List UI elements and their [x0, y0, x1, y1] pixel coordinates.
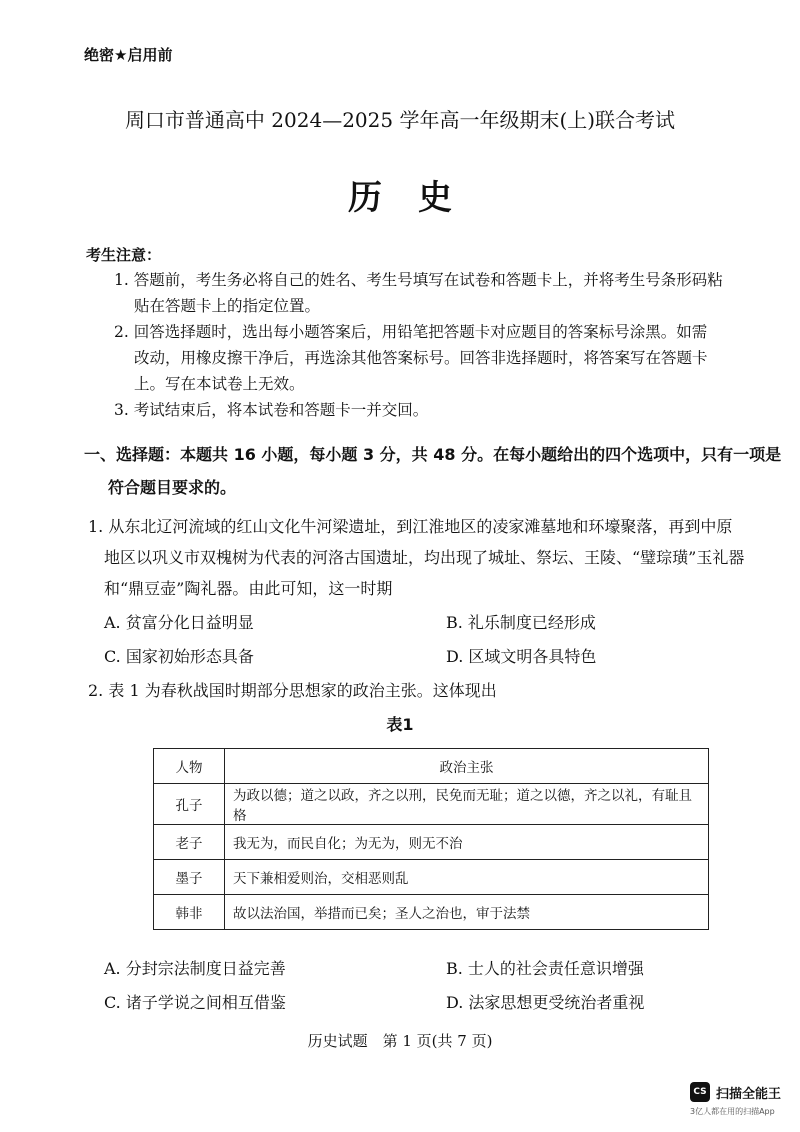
- q1-option-c: C. 国家初始形态具备: [104, 647, 254, 666]
- table-caption: 表1: [386, 715, 414, 734]
- page-footer: 历史试题 第 1 页(共 7 页): [307, 1032, 493, 1050]
- row-person: 韩非: [154, 895, 225, 930]
- row-person: 墨子: [154, 860, 225, 895]
- table-row: [154, 895, 709, 930]
- notice-line: 2. 回答选择题时，选出每小题答案后，用铅笔把答题卡对应题目的答案标号涂黑。如需: [114, 323, 708, 341]
- scanner-watermark: [690, 1082, 781, 1102]
- q2-option-a: A. 分封宗法制度日益完善: [104, 959, 286, 978]
- notice-line: 上。写在本试卷上无效。: [134, 375, 305, 393]
- header-person: 人物: [154, 749, 225, 784]
- q2-option-c: C. 诸子学说之间相互借鉴: [104, 993, 286, 1012]
- question-1-line: 和“鼎豆壶”陶礼器。由此可知，这一时期: [104, 579, 393, 598]
- row-view: 我无为，而民自化；为无为，则无不治: [225, 825, 709, 860]
- exam-title: 周口市普通高中 2024—2025 学年高一年级期末(上)联合考试: [124, 108, 676, 132]
- row-view: 天下兼相爱则治，交相恶则乱: [225, 860, 709, 895]
- section-heading: 一、选择题：本题共 16 小题，每小题 3 分，共 48 分。在每小题给出的四个选项中，只有一项是: [84, 445, 782, 464]
- table-header-row: [154, 749, 709, 784]
- subject-title: 历史: [348, 178, 488, 218]
- header-view: 政治主张: [225, 749, 709, 784]
- table-row: [154, 825, 709, 860]
- q1-option-b: B. 礼乐制度已经形成: [446, 613, 596, 632]
- thinkers-table: [153, 748, 709, 930]
- question-2-stem: 2. 表 1 为春秋战国时期部分思想家的政治主张。这体现出: [88, 681, 497, 700]
- table-row: [154, 784, 709, 825]
- notice-line: 改动，用橡皮擦干净后，再选涂其他答案标号。回答非选择题时，将答案写在答题卡: [134, 349, 708, 367]
- q2-option-b: B. 士人的社会责任意识增强: [446, 959, 644, 978]
- row-view: 故以法治国，举措而已矣；圣人之治也，审于法禁: [225, 895, 709, 930]
- row-person: 孔子: [154, 784, 225, 825]
- q1-option-a: A. 贫富分化日益明显: [104, 613, 254, 632]
- notice-line: 贴在答题卡上的指定位置。: [134, 297, 321, 315]
- q2-option-d: D. 法家思想更受统治者重视: [446, 993, 645, 1012]
- cs-logo-icon: CS: [690, 1082, 710, 1102]
- section-heading: 符合题目要求的。: [108, 478, 237, 497]
- scanner-tagline: 3亿人都在用的扫描App: [690, 1107, 775, 1116]
- notice-line: 3. 考试结束后，将本试卷和答题卡一并交回。: [114, 401, 429, 419]
- q1-option-d: D. 区域文明各具特色: [446, 647, 597, 666]
- row-person: 老子: [154, 825, 225, 860]
- secret-mark: 绝密★启用前: [84, 46, 173, 64]
- scanner-app-name: 扫描全能王: [716, 1086, 782, 1102]
- table-row: [154, 860, 709, 895]
- notice-line: 1. 答题前，考生务必将自己的姓名、考生号填写在试卷和答题卡上，并将考生号条形码粘: [114, 271, 723, 289]
- row-view: 为政以德；道之以政，齐之以刑，民免而无耻；道之以德，齐之以礼，有耻且格: [225, 784, 709, 825]
- question-1-line: 地区以巩义市双槐树为代表的河洛古国遗址，均出现了城址、祭坛、王陵、“璧琮璜”玉礼器: [104, 548, 745, 567]
- question-1-line: 1. 从东北辽河流域的红山文化牛河梁遗址，到江淮地区的凌家滩墓地和环壕聚落，再到中原: [88, 517, 733, 536]
- notice-title: 考生注意：: [86, 246, 162, 264]
